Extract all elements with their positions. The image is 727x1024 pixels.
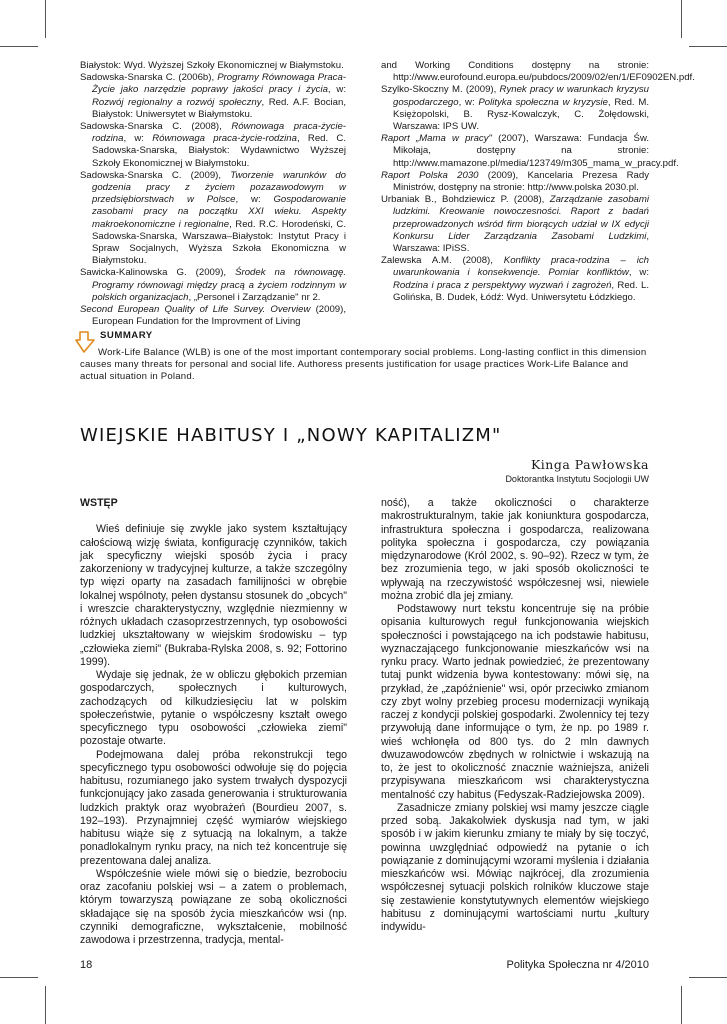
reference-text: Szylko-Skoczny M. (2009),	[381, 84, 500, 96]
body-paragraph: Podejmowana dalej próba rekonstrukcji tego specyficznego typu osobowości odwołuje się do pojęcia habitusu, rozumianego jako system trwałych dyspozycji funkcjonujący jako zasada generowania i strukturowania ludzkich praktyk oraz wyobrażeń (Bourdieu 2007, s. 192–193). Przynajmniej część wymiarów wiejskiego habitusu wiąże się z sytuacją na lokalnym, a także ponadlokalnym rynku pracy, na nich też koncentruje się prezentowana dalej analiza.	[80, 748, 347, 867]
crop-mark	[0, 46, 38, 47]
reference-text: , Red. M. Księżopolski, B. Rysz-Kowalczyk, C. Żołędowski, Warszawa: IPS UW.	[393, 96, 649, 133]
crop-mark	[0, 977, 38, 978]
reference-text: (2007), Warszawa: Fundacja Św. Mikołaja, dostępny na stronie: http://www.mamazone.pl/media/123749/m305_mama_w_pracy.pdf.	[393, 133, 679, 169]
reference-title-text: Równowaga praca-życie-rodzina	[152, 133, 297, 145]
reference-title-text: Konflikty praca-rodzina – ich uwarunkowania i konsekwencje. Pomiar konfliktów	[393, 255, 649, 279]
crop-mark	[689, 977, 727, 978]
reference-text: , Red. C. Sadowska-Snarska, Białystok: Wydawnictwo Wyższej Szkoły Ekonomicznej w Białymstoku.	[92, 133, 346, 169]
reference-text: , Warszawa: IPiSS.	[393, 230, 649, 255]
reference-text: Sadowska-Snarska C. (2006b),	[80, 72, 218, 84]
reference-title-text: Polityka społeczna w kryzysie	[478, 96, 608, 108]
reference-title-text: Zarządzanie zasobami ludzkimi. Kreowanie nowoczesności. Raport z badań przeprowadzonych wśród firm biorących udział w IX edycji Konkursu Lider Zarządzania Zasobami Ludzkimi	[393, 194, 649, 242]
reference-title-text: Rynek pracy w warunkach kryzysu gospodarczego	[393, 84, 649, 108]
reference-entry	[381, 255, 649, 304]
body-left-column	[80, 497, 347, 947]
page-number: 18	[80, 959, 93, 971]
reference-entry	[381, 170, 649, 194]
body-paragraph: Współcześnie wiele mówi się o biedzie, bezrobociu oraz zacofaniu polskiej wsi – a zatem o problemach, którym towarzyszą powiązane ze sobą okoliczności składające się na sposób życia mieszkańców wsi (np. czynniki demograficzne, wykształcenie, mobilność zawodowa i przestrzenna, tradycja, mental-	[80, 867, 347, 946]
reference-text: , Red. R.C. Horodeński, C. Sadowska-Snarska, Warszawa–Białystok: Instytut Pracy i Spraw Socjalnych, Wyższa Szkoła Ekonomiczna w Białymstoku.	[92, 218, 346, 267]
reference-entry	[80, 121, 346, 170]
reference-text: , Red. A.F. Bocian, Białystok: Uniwersytet w Białymstoku.	[92, 96, 346, 120]
reference-text: (2009), Kancelaria Prezesa Rady Ministrów, dostępny na stronie: http://www.polska 2030.pl.	[393, 169, 649, 194]
body-paragraph: Wydaje się jednak, że w obliczu głębokich przemian gospodarczych, społecznych i kulturowych, zachodzących od kilkudziesięciu lat w polskim społeczeństwie, pytanie o współczesny kształt owego specyficznego typu osobowości „człowieka ziemi" pozostaje otwarte.	[80, 669, 347, 748]
reference-entry	[381, 84, 649, 133]
body-right-column	[381, 497, 649, 934]
crop-mark	[689, 46, 727, 47]
reference-text: Urbaniak B., Bohdziewicz P. (2008),	[381, 194, 550, 206]
reference-text: Białystok: Wyd. Wyższej Szkoły Ekonomicznej w Białymstoku.	[80, 60, 344, 71]
crop-mark	[45, 0, 46, 38]
body-paragraph: Wieś definiuje się zwykle jako system kształtujący całościową wizję świata, konfigurację czynników, takich jak specyficzny wiejski sposób życia i pracy zakorzeniony w tradycyjnej kulturze, a także szczególny typ więzi oparty na zasadach familijności w obrębie lokalnej wspólnoty, pełen dystansu stosunek do „obcych" i wreszcie charakterystyczny, względnie niezmienny w różnych układach czasoprzestrzennych, typ osobowości ludzkiej ukształtowany w wiejskim środowisku – typ „człowieka ziemi" (Bukraba-Rylska 2008, s. 92; Fottorino 1999).	[80, 523, 347, 668]
crop-mark	[681, 986, 682, 1024]
reference-text: and Working Conditions dostępny na stronie: http://www.eurofound.europa.eu/pubdocs/2009/02/en/1/EF0902EN.pdf.	[381, 60, 695, 84]
reference-text: , w:	[628, 267, 649, 279]
reference-text: Sadowska-Snarska C. (2009),	[80, 169, 231, 181]
reference-title-text: Rodzina i praca z perspektywy wyzwań i zagrożeń	[393, 279, 612, 291]
reference-text: , w:	[327, 84, 346, 96]
reference-entry	[80, 267, 346, 304]
reference-entry	[80, 72, 346, 121]
article-author: Kinga Pawłowska	[530, 457, 649, 472]
reference-text: , „Personel i Zarządzanie" nr 2.	[188, 291, 321, 303]
crop-mark	[45, 986, 46, 1024]
reference-entry	[80, 60, 346, 72]
reference-title-text: Programy Równowaga Praca-Życie jako narzędzie poprawy jakości pracy i życia	[92, 72, 346, 96]
reference-text: Zalewska A.M. (2008),	[381, 255, 504, 267]
body-paragraph: ność), a także okoliczności o charakterze makrostrukturalnym, takie jak koniunktura gospodarcza, infrastruktura społeczna i gospodarcza, realizowana polityka społeczna i gospodarcza, czy powiązania międzynarodowe (Król 2002, s. 90–92). Rzecz w tym, że bez zrozumienia tego, w jaki sposób okoliczności te wpływają na rzeczywistość współczesnej wsi, niewiele można zrobić dla jej zmiany.	[381, 497, 649, 602]
reference-text: Sawicka-Kalinowska G. (2009),	[80, 267, 236, 279]
references-right-column	[381, 60, 695, 304]
crop-mark	[681, 0, 682, 38]
body-paragraph: Podstawowy nurt tekstu koncentruje się na próbie opisania kulturowych reguł funkcjonowania wiejskich społeczności i powstającego na ich podstawie habitusu, wyznaczającego funkcjonowanie mieszkańców wsi na rynku pracy. Warto jednak powiedzieć, że prezentowany tutaj punkt widzenia bywa kontestowany: mówi się, na przykład, że „zapóźnienie" wsi, opór przeciwko zmianom czy zbyt wolny przebieg procesu modernizacji wynikają raczej z kondycji polskiej gospodarki. Zwolennicy tej tezy przywołują dane informujące o tym, że np. po 1989 r. wieś wchłonęła od 800 tys. do 2 mln dawnych dwuzawodowców zbędnych w rolnictwie i wskazują na to, że jest to okoliczność znacznie ważniejsza, aniżeli przypisywana mieszkańcom wsi charakterystyczna mentalność czy habitus (Fedyszak-Radziejowska 2009).	[381, 603, 649, 801]
journal-name: Polityka Społeczna nr 4/2010	[506, 959, 649, 971]
reference-text: , w:	[458, 96, 479, 108]
summary-text: Work-Life Balance (WLB) is one of the most important contemporary social problems. Long-lasting conflict in this dimension causes many threats for personal and social life. Authoress presents justification for usage practices Work-Life Balance and actual situation in Poland.	[80, 347, 647, 383]
reference-title-text: Tworzenie warunków do godzenia pracy z życiem pozazawodowym w przedsiębiorstwach w Polsce	[92, 169, 347, 206]
reference-entry	[381, 60, 695, 84]
references-left-column	[80, 60, 346, 328]
reference-entry	[381, 194, 649, 255]
reference-title-text: Gospodarowanie zasobami pracy na początku XXI wieku. Aspekty makroekonomiczne i regionalne	[92, 194, 346, 230]
reference-text: , Red. L. Golińska, B. Dudek, Łódź: Wyd. Uniwersytetu Łódzkiego.	[393, 279, 649, 303]
reference-text: , w:	[123, 133, 153, 145]
reference-entry	[80, 304, 346, 328]
summary-title: SUMMARY	[100, 330, 153, 341]
reference-text: (2009), European Fundation for the Improvment of Living	[92, 304, 346, 328]
reference-title-text: Raport Polska 2030	[381, 169, 479, 181]
reference-title-text: Rozwój regionalny a rozwój społeczny	[92, 96, 262, 108]
author-affiliation: Doktorantka Instytutu Socjologii UW	[505, 474, 649, 484]
reference-title-text: Równowaga praca-życie-rodzina	[92, 121, 346, 145]
reference-text: Sadowska-Snarska C. (2008),	[80, 121, 232, 133]
article-title: WIEJSKIE HABITUSY I „NOWY KAPITALIZM"	[80, 425, 502, 446]
reference-title-text: Środek na równowagę. Programy równowagi między pracą a życiem rodzinnym w polskich organizacjach	[92, 267, 346, 303]
reference-text: , w:	[235, 194, 274, 206]
section-heading: WSTĘP	[80, 497, 118, 509]
reference-entry	[80, 170, 346, 268]
reference-title-text: Second European Quality of Life Survey. Overview	[80, 304, 311, 316]
reference-title-text: Raport „Mama w pracy"	[381, 133, 492, 145]
body-paragraph: Zasadnicze zmiany polskiej wsi mamy jeszcze ciągle przed sobą. Jakakolwiek dyskusja nad tym, w jaki sposób i w jakim kierunku zmiany te miały by się toczyć, powinna uwzględniać odpowiedź na pytanie o ich powiązanie z dominującymi wzorami myślenia i działania mieszkańców wsi. Mówiąc najkrócej, dla zrozumienia współczesnej sytuacji polskich rolników kluczowe staje się zestawienie konstytutywnych elementów wiejskiego habitusu z dominującymi wartościami nurtu „kultury indywidu-	[381, 801, 649, 933]
reference-entry	[381, 133, 679, 170]
